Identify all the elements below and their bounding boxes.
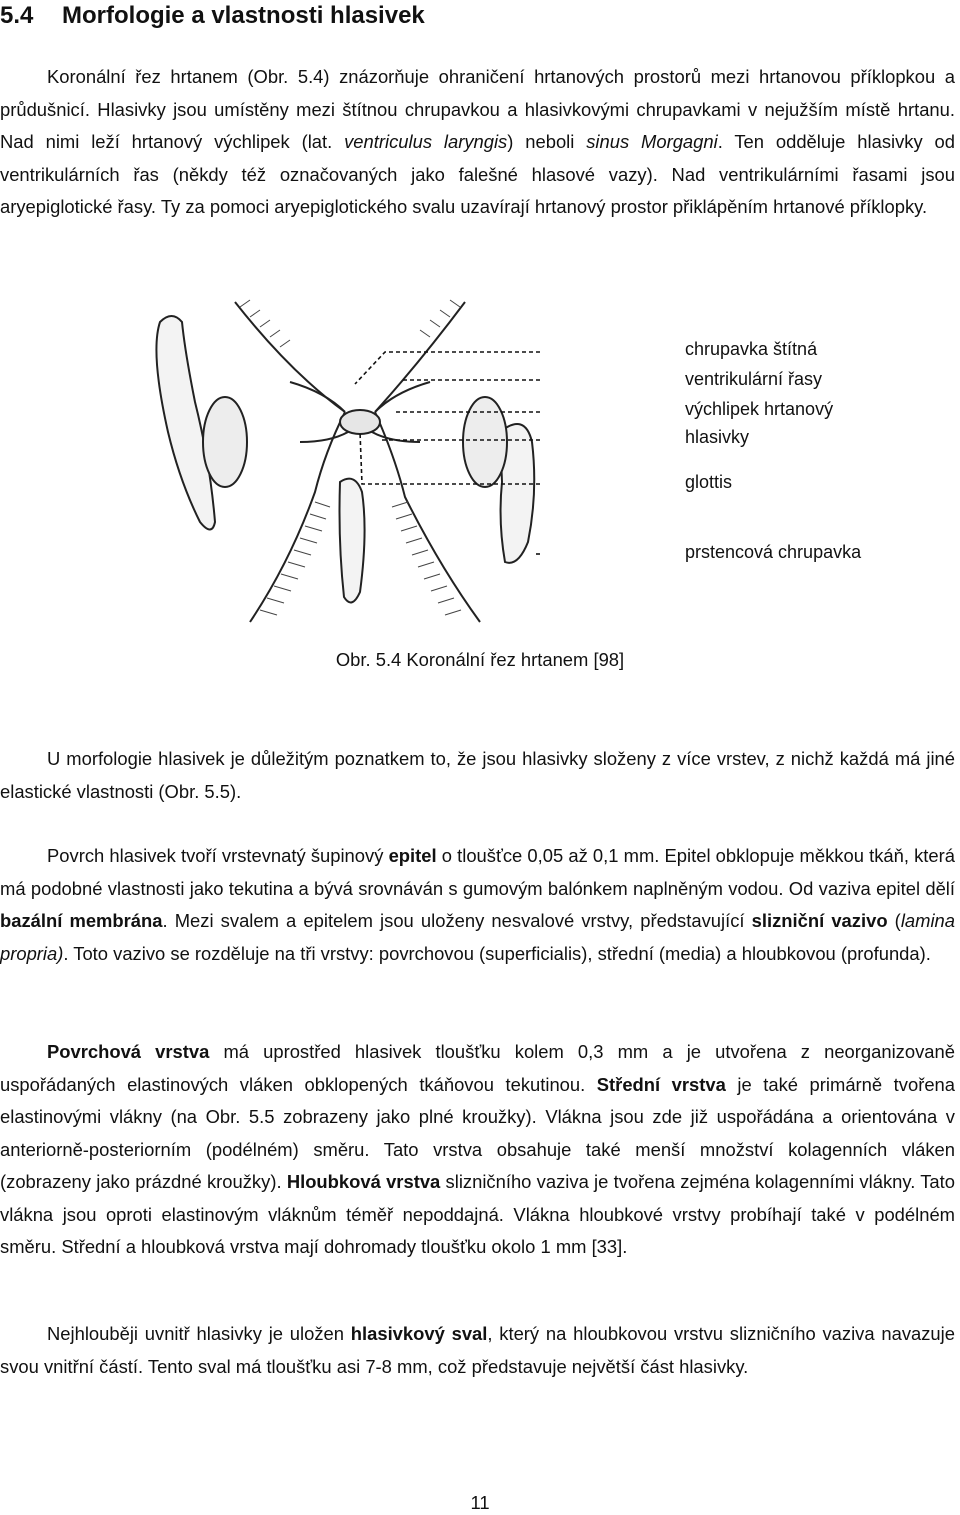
paragraph-sval (0, 1318, 955, 1383)
larynx-figure (140, 292, 862, 624)
paragraph-vrstvy (0, 1036, 955, 1264)
figure-caption: Obr. 5.4 Koronální řez hrtanem [98] (335, 649, 625, 670)
figure-label: glottis (685, 472, 733, 492)
text: , který na hloubkovou vrstvu slizničního vaziva navazuje svou vnitřní částí. Tento sval má tloušťku asi 7-8 mm, což představuje největší část hlasivky. (0, 1323, 955, 1377)
text: o tloušťce 0,05 až 0,1 mm. Epitel obklopuje měkkou tkáň, která má podobné vlastnosti jako tekutina a bývá srovnáván s gumovým balónkem naplněným vodou. Od vaziva epitel dělí (0, 845, 955, 899)
page-number: 11 (470, 1492, 490, 1513)
term-lamina-propria: lamina propria) (0, 910, 955, 964)
text: . Mezi svalem a epitelem jsou uloženy nesvalové vrstvy, představující (162, 910, 752, 931)
term-hlasivkovy-sval: hlasivkový sval (350, 1323, 488, 1344)
intro-text-1: Koronální řez hrtanem (Obr. 5.4) znázorňuje ohraničení hrtanových prostorů mezi hrtanovou příklopkou a průdušnicí. Hlasivky jsou umístěny mezi štítnou chrupavkou a hlasivkovými chrupavkami v nejužším místě hrtanu. Nad nimi leží hrtanový výchlipek (lat. (0, 66, 955, 152)
term-epitel: epitel (388, 845, 437, 866)
section-heading (0, 2, 425, 30)
term-povrchova-vrstva: Povrchová vrstva (47, 1041, 210, 1062)
text: slizničního vaziva je tvořena zejména kolagenními vlákny. Tato vlákna jsou oproti elastinovým vláknům téměř nepoddajná. Vlákna hloubkové vrstvy probíhají také v podélném směru. Střední a hloubková vrstva mají dohromady tloušťku okolo 1 mm [33]. (0, 1171, 955, 1257)
figure-label: hlasivky (685, 427, 750, 447)
figure-label: výchlipek hrtanový (685, 399, 834, 419)
term-sliznicni-vazivo: slizniční vazivo (751, 910, 888, 931)
term-bazalni-membrana: bazální membrána (0, 910, 163, 931)
latin-term: ventriculus laryngis (344, 131, 508, 152)
figure-label: prstencová chrupavka (685, 542, 862, 562)
figure-label: chrupavka štítná (685, 339, 818, 359)
latin-term: sinus Morgagni (586, 131, 718, 152)
text: . Toto vazivo se rozděluje na tři vrstvy: povrchovou (superficialis), střední (media) a hloubkovou (profunda). (63, 942, 931, 964)
text: ( (887, 910, 901, 931)
intro-text-3: . Ten odděluje hlasivky od ventrikulárních řas (někdy též označovaných jako falešné hlasové vazy). Nad ventrikulárními řasami jsou aryepiglotické řasy. Ty za pomoci aryepiglotického svalu uzavírají hrtanový prostor přiklápěním hrtanové příklopky. (0, 131, 956, 217)
text: Povrch hlasivek tvoří vrstevnatý šupinový (47, 845, 389, 866)
text: je také primárně tvořena elastinovými vlákny (na Obr. 5.5 zobrazeny jako plné kroužky). Vlákna jsou zde již uspořádána a orientována v anteriorně-posteriorním (podélném) směru. Tato vrstva obsahuje také menší množství kolagenních vláken (zobrazeny jako prázdné kroužky). (0, 1073, 956, 1192)
term-stredni-vrstva: Střední vrstva (596, 1073, 726, 1095)
text: Nejhlouběji uvnitř hlasivky je uložen (47, 1323, 351, 1344)
section-title: Morfologie a vlastnosti hlasivek (62, 2, 425, 29)
larynx-section-drawing (140, 292, 760, 624)
term-hloubkova-vrstva: Hloubková vrstva (286, 1171, 441, 1192)
paragraph-epitel (0, 840, 955, 970)
figure-label: ventrikulární řasy (685, 369, 823, 389)
section-number: 5.4 (0, 2, 34, 29)
text: má uprostřed hlasivek tloušťku kolem 0,3 mm a je utvořena z neorganizovaně uspořádaných elastinových vláken obklopených tkáňovou tekutinou. (0, 1041, 955, 1095)
intro-paragraph (0, 61, 955, 224)
intro-text-2: ) neboli (507, 131, 587, 152)
paragraph-layers: U morfologie hlasivek je důležitým poznatkem to, že jsou hlasivky složeny z více vrstev, z nichž každá má jiné elastické vlastnosti (Obr. 5.5). (0, 748, 955, 802)
